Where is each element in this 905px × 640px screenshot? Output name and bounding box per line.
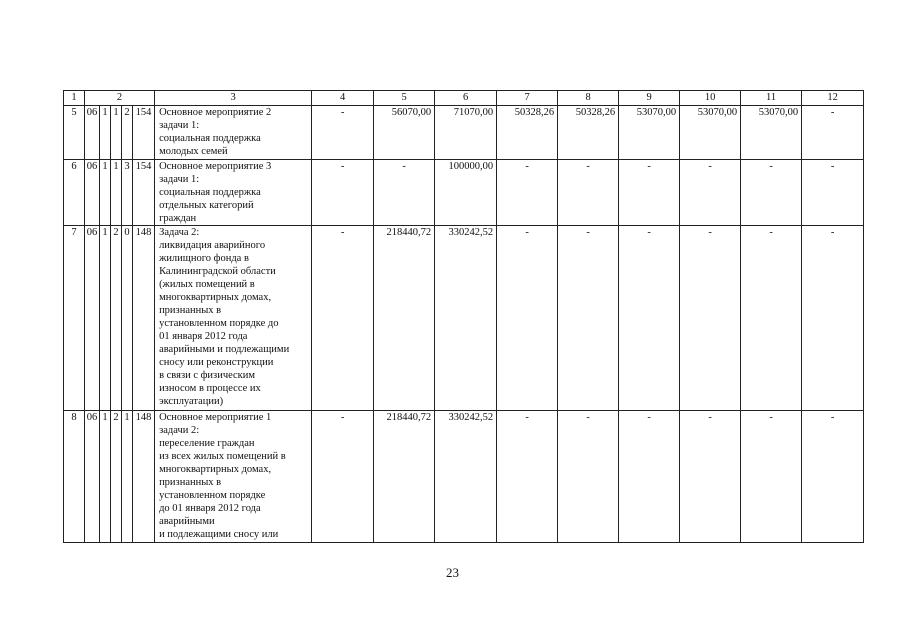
value-cell: 218440,72 — [374, 411, 435, 543]
value-cell: 330242,52 — [435, 226, 497, 411]
code-cell: 1 — [111, 160, 122, 226]
value-cell: 50328,26 — [558, 106, 619, 160]
value-cell: 218440,72 — [374, 226, 435, 411]
code-cell: 1 — [111, 106, 122, 160]
table-row — [64, 411, 864, 543]
description-cell: Задача 2: ликвидация аварийного жилищного фонда в Калининградской области (жилых помещений в многоквартирных домах, признанных в установленном порядке до 01 января 2012 года аварийными и подлежащими сносу или реконструкции в связи с физическим износом в процессе их эксплуатации) — [155, 226, 312, 411]
value-cell: - — [619, 411, 680, 543]
value-cell: - — [802, 411, 864, 543]
header-col-2: 2 — [85, 91, 155, 106]
value-cell: - — [558, 226, 619, 411]
value-cell: - — [558, 160, 619, 226]
budget-table — [63, 90, 864, 543]
header-col-4: 4 — [312, 91, 374, 106]
value-cell: - — [680, 160, 741, 226]
value-cell: - — [741, 411, 802, 543]
code-cell: 3 — [122, 160, 133, 226]
description-cell: Основное мероприятие 1 задачи 2: переселение граждан из всех жилых помещений в многоквартирных домах, признанных в установленном порядке до 01 января 2012 года аварийными и подлежащими сносу или — [155, 411, 312, 543]
page-number: 23 — [446, 565, 459, 580]
value-cell: 50328,26 — [497, 106, 558, 160]
row-number: 5 — [64, 106, 85, 160]
code-cell: 06 — [85, 160, 100, 226]
code-cell: 1 — [100, 160, 111, 226]
header-col-5: 5 — [374, 91, 435, 106]
value-cell: - — [558, 411, 619, 543]
value-cell: - — [619, 226, 680, 411]
header-col-10: 10 — [680, 91, 741, 106]
value-cell: - — [680, 226, 741, 411]
value-cell: - — [497, 160, 558, 226]
table-row — [64, 106, 864, 160]
value-cell: - — [802, 226, 864, 411]
value-cell: - — [312, 411, 374, 543]
description-cell: Основное мероприятие 3 задачи 1: социальная поддержка отдельных категорий граждан — [155, 160, 312, 226]
value-cell: - — [619, 160, 680, 226]
code-cell: 154 — [133, 106, 155, 160]
code-cell: 1 — [122, 411, 133, 543]
value-cell: - — [497, 411, 558, 543]
value-cell: 56070,00 — [374, 106, 435, 160]
value-cell: - — [741, 226, 802, 411]
code-cell: 148 — [133, 411, 155, 543]
value-cell: 330242,52 — [435, 411, 497, 543]
code-cell: 1 — [100, 226, 111, 411]
value-cell: - — [374, 160, 435, 226]
code-cell: 1 — [100, 106, 111, 160]
code-cell: 2 — [122, 106, 133, 160]
row-number: 7 — [64, 226, 85, 411]
code-cell: 2 — [111, 226, 122, 411]
header-col-1: 1 — [64, 91, 85, 106]
value-cell: 71070,00 — [435, 106, 497, 160]
header-col-3: 3 — [155, 91, 312, 106]
header-col-11: 11 — [741, 91, 802, 106]
row-number: 6 — [64, 160, 85, 226]
row-number: 8 — [64, 411, 85, 543]
value-cell: - — [802, 106, 864, 160]
code-cell: 0 — [122, 226, 133, 411]
code-cell: 1 — [100, 411, 111, 543]
description-cell: Основное мероприятие 2 задачи 1: социальная поддержка молодых семей — [155, 106, 312, 160]
value-cell: 53070,00 — [619, 106, 680, 160]
code-cell: 2 — [111, 411, 122, 543]
value-cell: - — [680, 411, 741, 543]
header-col-6: 6 — [435, 91, 497, 106]
code-cell: 06 — [85, 106, 100, 160]
header-col-12: 12 — [802, 91, 864, 106]
value-cell: - — [312, 106, 374, 160]
code-cell: 06 — [85, 226, 100, 411]
header-col-7: 7 — [497, 91, 558, 106]
value-cell: - — [802, 160, 864, 226]
table-row — [64, 160, 864, 226]
table-row — [64, 226, 864, 411]
value-cell: - — [741, 160, 802, 226]
code-cell: 148 — [133, 226, 155, 411]
value-cell: - — [312, 160, 374, 226]
code-cell: 06 — [85, 411, 100, 543]
code-cell: 154 — [133, 160, 155, 226]
value-cell: 100000,00 — [435, 160, 497, 226]
value-cell: 53070,00 — [741, 106, 802, 160]
header-row — [64, 91, 864, 106]
value-cell: - — [497, 226, 558, 411]
header-col-9: 9 — [619, 91, 680, 106]
value-cell: 53070,00 — [680, 106, 741, 160]
header-col-8: 8 — [558, 91, 619, 106]
value-cell: - — [312, 226, 374, 411]
